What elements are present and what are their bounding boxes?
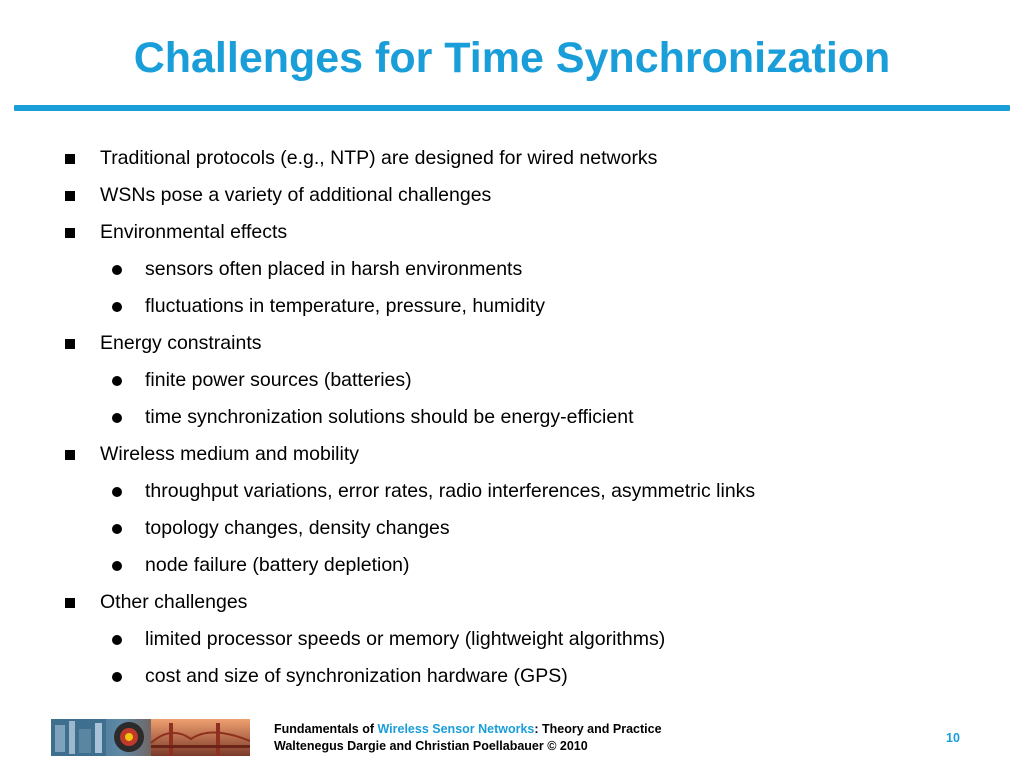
bullet-text: cost and size of synchronization hardware (GPS) xyxy=(145,665,568,687)
bullet-text: Other challenges xyxy=(100,591,248,613)
sub-bullet-item xyxy=(0,658,1024,695)
bullet-text: WSNs pose a variety of additional challenges xyxy=(100,184,492,206)
footer-line-1 xyxy=(274,721,662,738)
round-bullet-icon xyxy=(112,302,122,312)
round-bullet-icon xyxy=(112,265,122,275)
sub-bullet-item xyxy=(0,473,1024,510)
footer-book-prefix: Fundamentals of xyxy=(274,722,378,736)
sub-bullet-item xyxy=(0,510,1024,547)
round-bullet-icon xyxy=(112,376,122,386)
bullet-text: node failure (battery depletion) xyxy=(145,554,410,576)
sub-bullet-item xyxy=(0,547,1024,584)
footer-book-suffix: : Theory and Practice xyxy=(534,722,662,736)
title-underline xyxy=(14,105,1010,111)
square-bullet-icon xyxy=(65,154,75,164)
sub-bullet-item xyxy=(0,362,1024,399)
bullet-text: throughput variations, error rates, radio interferences, asymmetric links xyxy=(145,480,756,502)
square-bullet-icon xyxy=(65,228,75,238)
round-bullet-icon xyxy=(112,413,122,423)
footer-book-accent: Wireless Sensor Networks xyxy=(377,722,535,736)
footer-collage-image xyxy=(51,719,250,756)
round-bullet-icon xyxy=(112,561,122,571)
bullet-item xyxy=(0,214,1024,251)
round-bullet-icon xyxy=(112,524,122,534)
sub-bullet-item xyxy=(0,251,1024,288)
bullet-text: fluctuations in temperature, pressure, humidity xyxy=(145,295,545,317)
round-bullet-icon xyxy=(112,635,122,645)
sub-bullet-item xyxy=(0,621,1024,658)
bullet-text: Traditional protocols (e.g., NTP) are designed for wired networks xyxy=(100,147,658,169)
square-bullet-icon xyxy=(65,450,75,460)
bullet-item xyxy=(0,177,1024,214)
bullet-text: limited processor speeds or memory (lightweight algorithms) xyxy=(145,628,666,650)
bullet-text: Energy constraints xyxy=(100,332,262,354)
bullet-text: sensors often placed in harsh environments xyxy=(145,258,523,280)
bullet-text: topology changes, density changes xyxy=(145,517,450,539)
bullet-text: Wireless medium and mobility xyxy=(100,443,359,465)
bullet-item xyxy=(0,140,1024,177)
bullet-text: time synchronization solutions should be energy-efficient xyxy=(145,406,634,428)
sub-bullet-item xyxy=(0,288,1024,325)
bullet-list xyxy=(0,140,1024,695)
round-bullet-icon xyxy=(112,487,122,497)
bullet-item xyxy=(0,436,1024,473)
footer-line-2: Waltenegus Dargie and Christian Poellabauer © 2010 xyxy=(274,739,588,753)
square-bullet-icon xyxy=(65,191,75,201)
square-bullet-icon xyxy=(65,598,75,608)
footer-citation xyxy=(274,721,662,755)
square-bullet-icon xyxy=(65,339,75,349)
bullet-text: finite power sources (batteries) xyxy=(145,369,412,391)
bullet-item xyxy=(0,325,1024,362)
page-number: 10 xyxy=(946,731,960,745)
bullet-text: Environmental effects xyxy=(100,221,288,243)
round-bullet-icon xyxy=(112,672,122,682)
sub-bullet-item xyxy=(0,399,1024,436)
slide-title: Challenges for Time Synchronization xyxy=(133,34,891,82)
bullet-item xyxy=(0,584,1024,621)
